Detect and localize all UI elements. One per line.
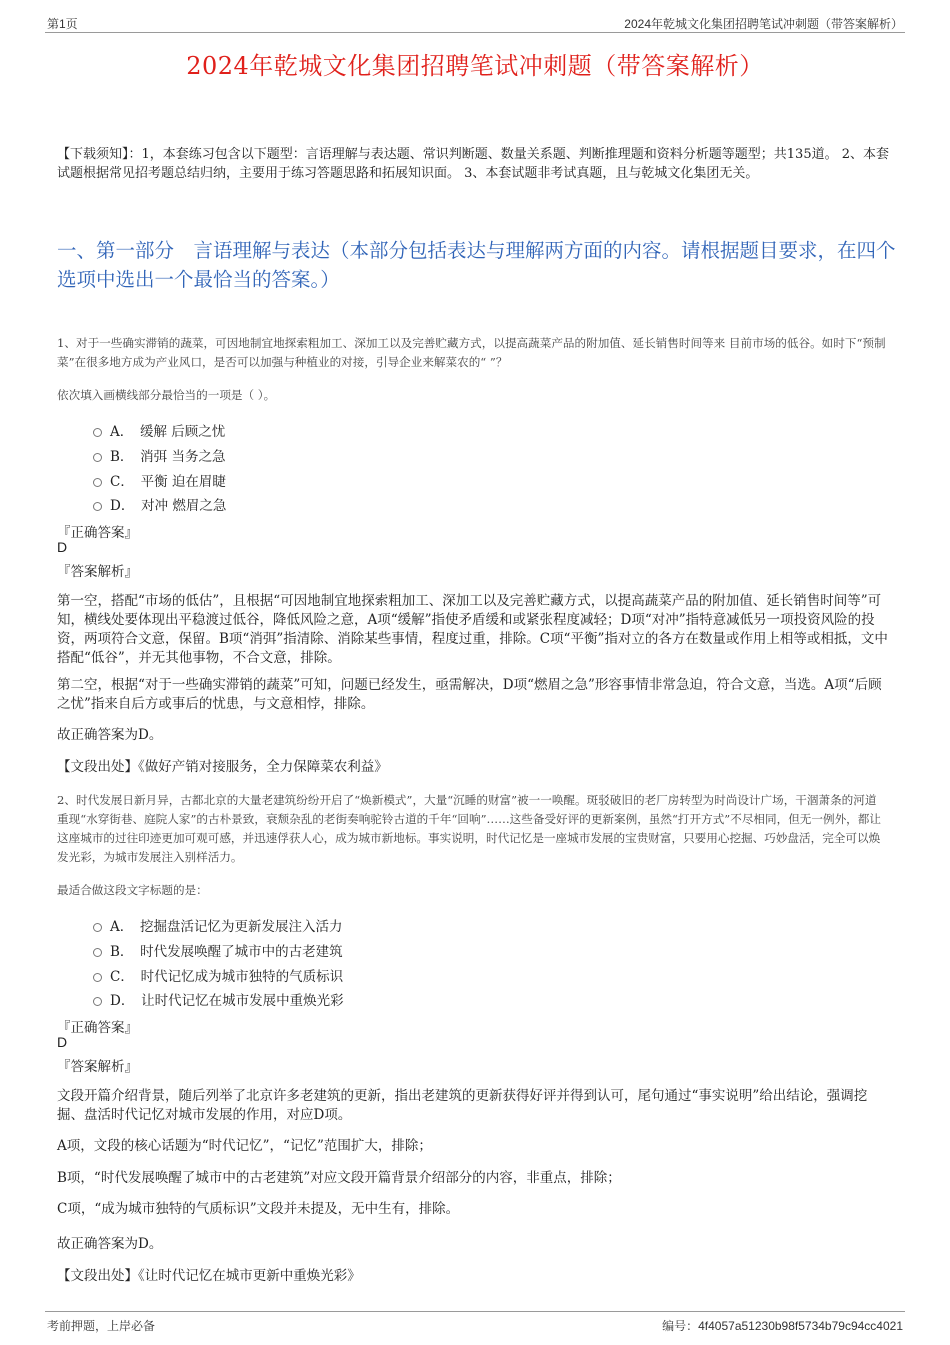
question-2-answer: D xyxy=(57,1034,68,1050)
question-2-analysis-p4: C项，“成为城市独特的气质标识”文段并未提及，无中生有，排除。 xyxy=(57,1201,460,1217)
question-2-option-c[interactable]: C． 时代记忆成为城市独特的气质标识 xyxy=(93,965,343,985)
question-1-option-b[interactable]: B． 消弭 当务之急 xyxy=(93,445,225,465)
question-1-option-d[interactable]: D． 对冲 燃眉之急 xyxy=(93,494,226,514)
radio-icon[interactable] xyxy=(93,923,102,932)
question-1-option-c[interactable]: C． 平衡 迫在眉睫 xyxy=(93,470,226,490)
question-2-option-b[interactable]: B． 时代发展唤醒了城市中的古老建筑 xyxy=(93,940,343,960)
page-number: 第1页 xyxy=(47,17,78,31)
radio-icon[interactable] xyxy=(93,973,102,982)
section-heading: 一、第一部分 言语理解与表达（本部分包括表达与理解两方面的内容。请根据题目要求，在四个选项中选出一个最恰当的答案。） xyxy=(57,239,896,291)
question-2-prompt: 最适合做这段文字标题的是： xyxy=(57,883,208,897)
question-2-option-a[interactable]: A． 挖掘盘活记忆为更新发展注入活力 xyxy=(93,915,343,935)
question-2-analysis-label: 『答案解析』 xyxy=(57,1059,138,1075)
radio-icon[interactable] xyxy=(93,948,102,957)
footer-slogan: 考前押题，上岸必备 xyxy=(47,1319,156,1333)
question-2-analysis-p5: 故正确答案为D。 xyxy=(57,1236,163,1252)
question-2-source: 【文段出处】《让时代记忆在城市更新中重焕光彩》 xyxy=(57,1268,361,1284)
question-1-option-a[interactable]: A． 缓解 后顾之忧 xyxy=(93,420,225,440)
radio-icon[interactable] xyxy=(93,502,102,511)
question-2-option-d[interactable]: D． 让时代记忆在城市发展中重焕光彩 xyxy=(93,989,344,1009)
footer-code-value: 4f4057a51230b98f5734b79c94cc4021 xyxy=(698,1319,903,1333)
radio-icon[interactable] xyxy=(93,453,102,462)
question-1-answer-label: 『正确答案』 xyxy=(57,525,138,541)
question-1-source: 【文段出处】《做好产销对接服务，全力保障菜农利益》 xyxy=(57,759,388,775)
footer-code xyxy=(662,1317,903,1334)
question-1-stem: 1、对于一些确实滞销的蔬菜，可因地制宜地探索粗加工、深加工以及完善贮藏方式，以提高蔬菜产品的附加值、延长销售时间等来 目前市场的低谷。如时下“预制菜”在很多地方成为产业风口，是否可以加强与种植业的对接，引导企业来解菜农的“ ”？ xyxy=(57,336,886,369)
footer-code-label: 编号： xyxy=(662,1319,699,1333)
page-footer xyxy=(45,1311,905,1332)
question-1-analysis-label: 『答案解析』 xyxy=(57,564,138,580)
question-2-analysis-p3: B项，“时代发展唤醒了城市中的古老建筑”对应文段开篇背景介绍部分的内容，非重点，排除； xyxy=(57,1170,621,1186)
question-2-stem: 2、时代发展日新月异，古都北京的大量老建筑纷纷开启了“焕新模式”，大量“沉睡的财富”被一一唤醒。斑驳破旧的老厂房转型为时尚设计广场，干涸萧条的河道重现“水穿街巷、庭院人家”的古朴景致，衰颓杂乱的老街奏响驼铃古道的千年“回响”……这些备受好评的更新案例，虽然“打开方式”不尽相同，但无一例外，都让这座城市的过往印迹更加可观可感，并迅速俘获人心，成为城市新地标。事实说明，时代记忆是一座城市发展的宝贵财富，只要用心挖掘、巧妙盘活，完全可以焕发光彩，为城市发展注入别样活力。 xyxy=(57,793,881,864)
question-1-answer: D xyxy=(57,539,68,555)
question-2-analysis-p2: A项，文段的核心话题为“时代记忆”，“记忆”范围扩大，排除； xyxy=(57,1138,432,1154)
radio-icon[interactable] xyxy=(93,478,102,487)
question-1-analysis-p1: 第一空，搭配“市场的低估”，且根据“可因地制宜地探索粗加工、深加工以及完善贮藏方式，以提高蔬菜产品的附加值、延长销售时间等”可知，横线处要体现出平稳渡过低谷，降低风险之意，A项“缓解”指使矛盾缓和或紧张程度减轻；D项“对冲”指特意减低另一项投资风险的投资，两项符合文意，保留。B项“消弭”指清除、消除某些事情，程度过重，排除。C项“平衡”指对立的各方在数量或作用上相等或相抵，文中搭配“低谷”，并无其他事物，不合文意，排除。 xyxy=(57,593,888,666)
header-doc-title: 2024年乾城文化集团招聘笔试冲刺题（带答案解析） xyxy=(624,17,903,31)
question-2-answer-label: 『正确答案』 xyxy=(57,1020,138,1036)
radio-icon[interactable] xyxy=(93,428,102,437)
page-header xyxy=(45,14,905,33)
download-notice: 【下载须知】：1，本套练习包含以下题型：言语理解与表达题、常识判断题、数量关系题、判断推理题和资料分析题等题型；共135道。 2、本套试题根据常见招考题总结归纳，主要用于练习答题思路和拓展知识面。 3、本套试题非考试真题，且与乾城文化集团无关。 xyxy=(57,147,889,181)
radio-icon[interactable] xyxy=(93,997,102,1006)
question-2-analysis-p1: 文段开篇介绍背景，随后列举了北京许多老建筑的更新，指出老建筑的更新获得好评并得到认可，尾句通过“事实说明”给出结论，强调挖掘、盘活时代记忆对城市发展的作用，对应D项。 xyxy=(57,1088,868,1123)
question-1-prompt: 依次填入画横线部分最恰当的一项是（ ）。 xyxy=(57,388,276,402)
question-1-analysis-p2: 第二空，根据“对于一些确实滞销的蔬菜”可知，问题已经发生，亟需解决，D项“燃眉之急”形容事情非常急迫，符合文意，当选。A项“后顾之忧”指来自后方或事后的忧患，与文意相悖，排除。 xyxy=(57,677,882,712)
question-1-analysis-p3: 故正确答案为D。 xyxy=(57,727,163,743)
document-title: 2024年乾城文化集团招聘笔试冲刺题（带答案解析） xyxy=(186,52,764,80)
